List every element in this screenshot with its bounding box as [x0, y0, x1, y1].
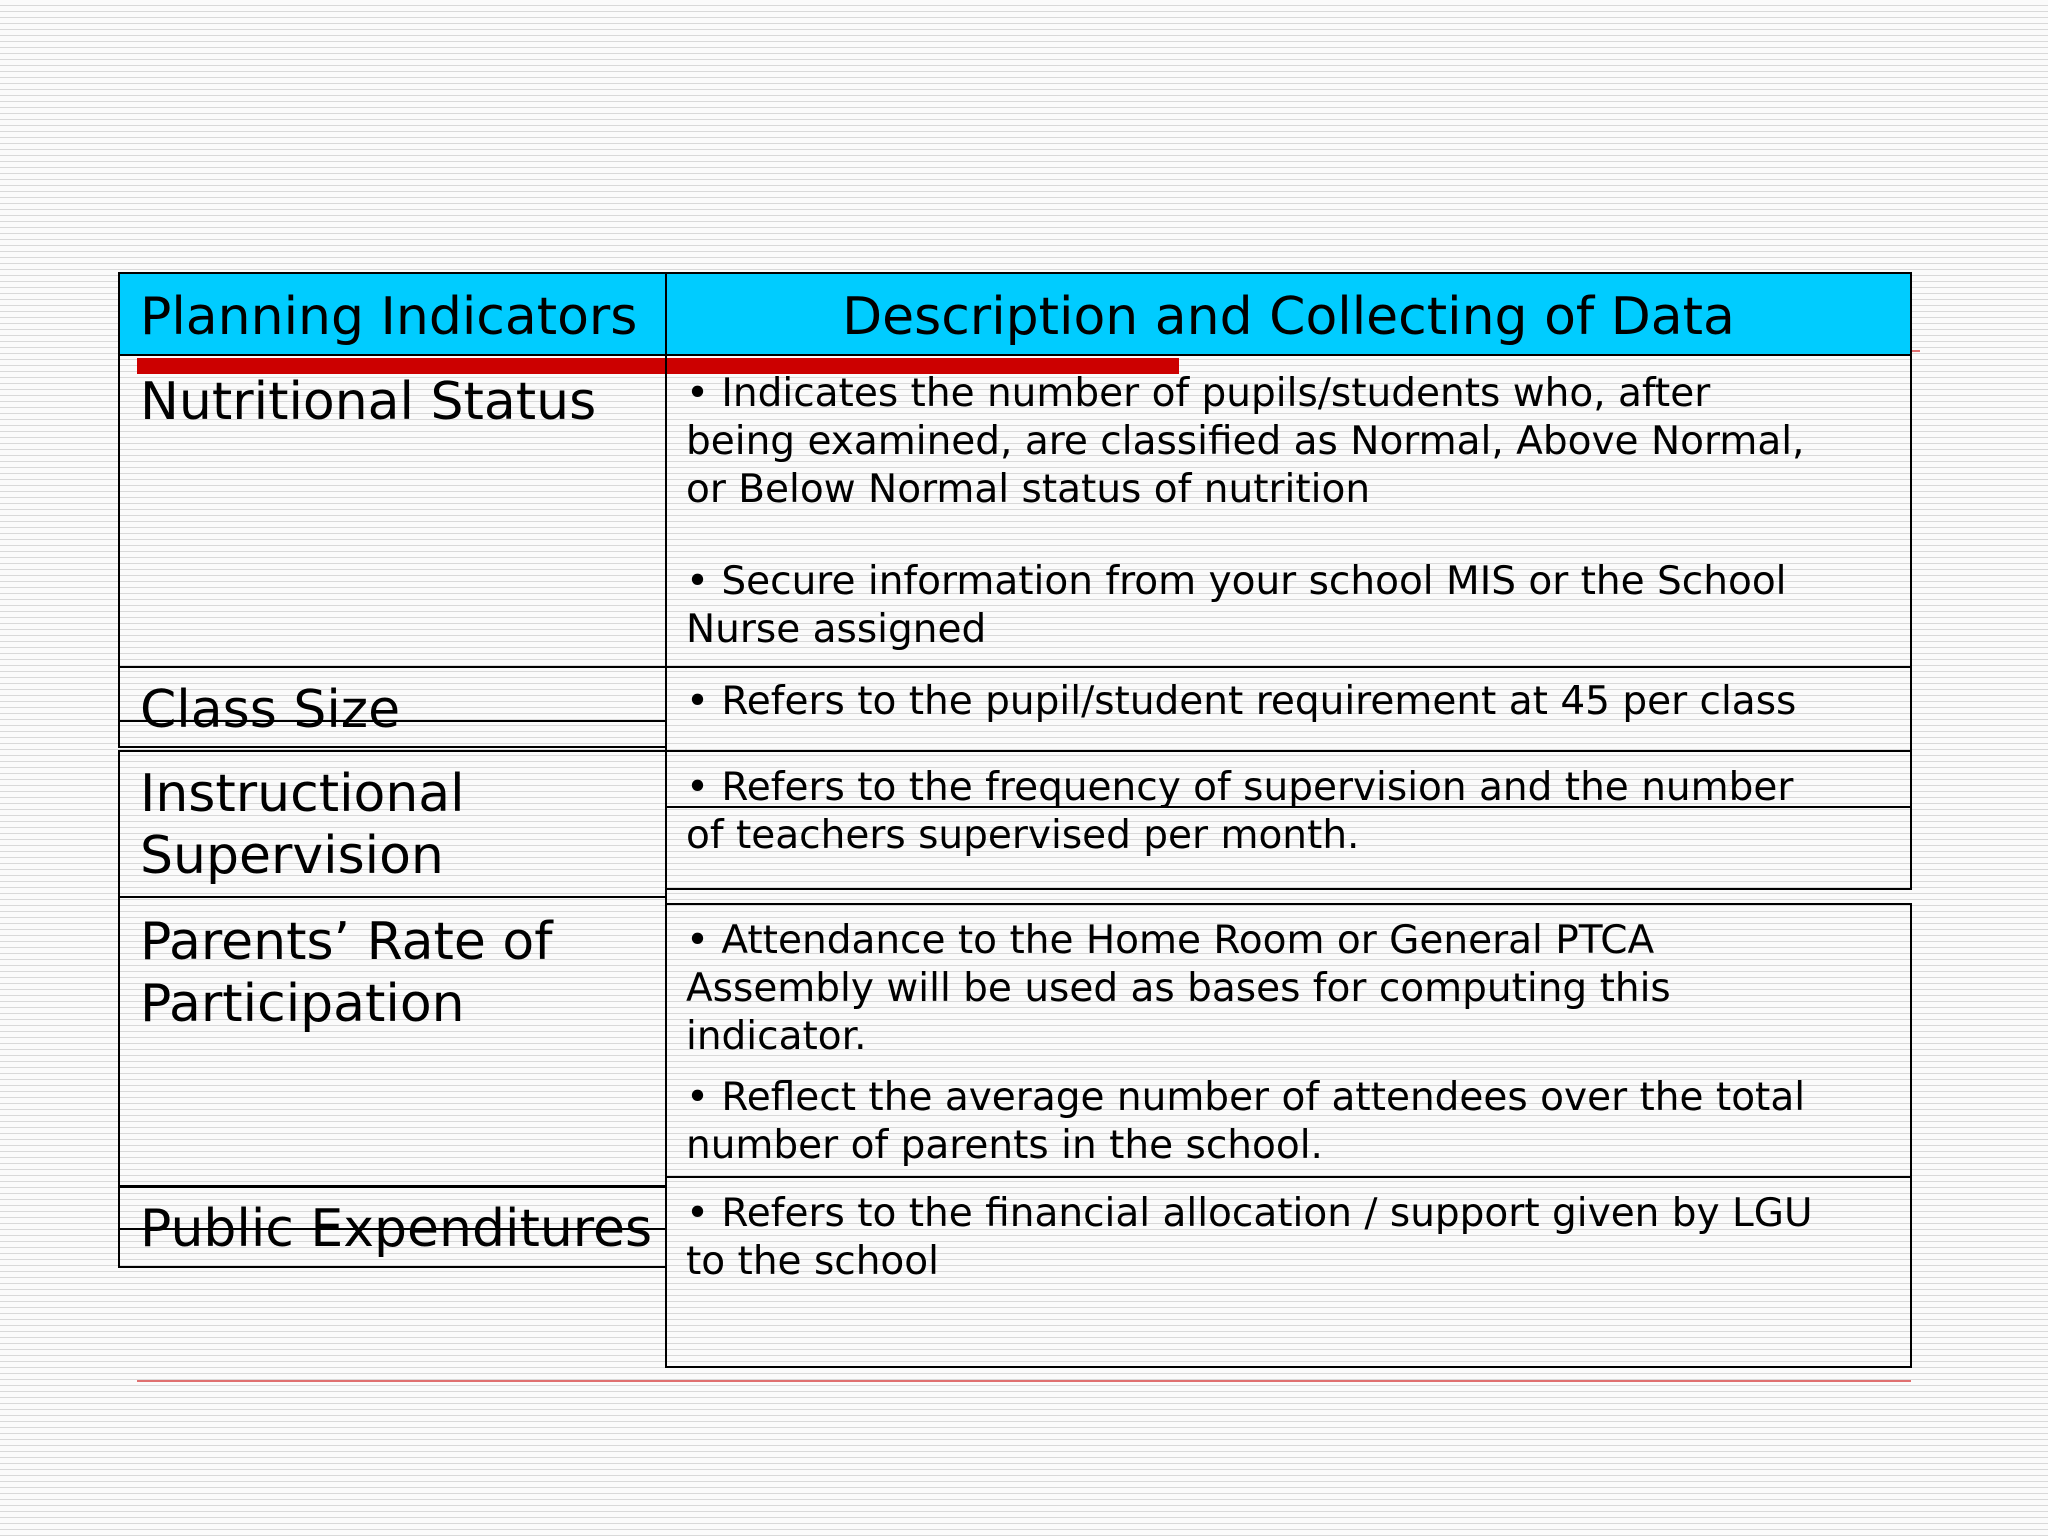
description-line: • Refers to the pupil/student requirement at 45 per class [686, 679, 1797, 724]
description-line: • Indicates the number of pupils/students who, after [686, 371, 1711, 416]
description-line: or Below Normal status of nutrition [686, 467, 1371, 512]
description-line: • Refers to the frequency of supervision and the number [686, 765, 1794, 810]
indicator-public-expenditures: Public Expenditures [140, 1199, 653, 1259]
header-planning-indicators: Planning Indicators [140, 287, 638, 347]
indicator-instructional-supervision-line2: Supervision [140, 826, 444, 886]
footer-accent-line [137, 1380, 1911, 1382]
description-line: being examined, are classified as Normal, Above Normal, [686, 419, 1805, 464]
description-line: Assembly will be used as bases for computing this [686, 966, 1671, 1011]
indicator-parents-participation-line2: Participation [140, 974, 465, 1034]
description-line: to the school [686, 1239, 939, 1284]
indicator-class-size: Class Size [140, 680, 401, 740]
description-line: • Reflect the average number of attendees over the total [686, 1075, 1806, 1120]
description-line: indicator. [686, 1014, 867, 1059]
description-line: • Attendance to the Home Room or General PTCA [686, 918, 1655, 963]
indicator-parents-participation-line1: Parents’ Rate of [140, 912, 553, 972]
description-line: • Secure information from your school MIS or the School [686, 559, 1787, 604]
indicator-nutritional-status: Nutritional Status [140, 372, 597, 432]
header-description: Description and Collecting of Data [842, 287, 1735, 347]
description-line: of teachers supervised per month. [686, 813, 1360, 858]
indicator-instructional-supervision-line1: Instructional [140, 764, 465, 824]
description-line: • Refers to the financial allocation / support given by LGU [686, 1191, 1813, 1236]
description-line: number of parents in the school. [686, 1123, 1323, 1168]
description-line: Nurse assigned [686, 607, 987, 652]
